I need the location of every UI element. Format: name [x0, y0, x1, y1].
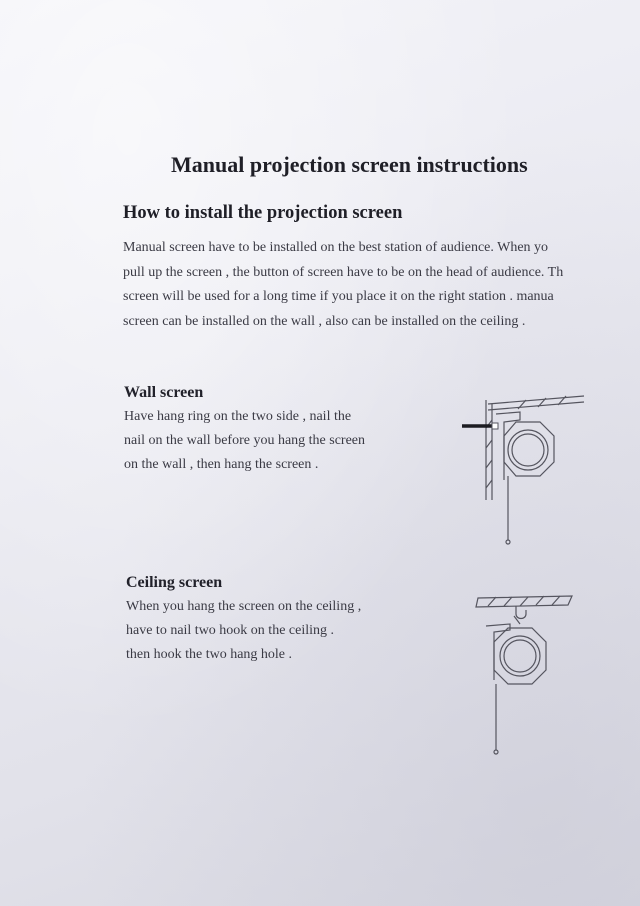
- ceiling-text-line: When you hang the screen on the ceiling ,: [126, 599, 362, 614]
- ceiling-text-line: then hook the two hang hole .: [126, 647, 293, 662]
- wall-screen-heading: Wall screen: [124, 384, 204, 401]
- ceiling-screen-text: [126, 595, 361, 667]
- intro-paragraph: [123, 236, 640, 334]
- ceiling-text-line: have to nail two hook on the ceiling .: [126, 623, 335, 638]
- intro-line: Manual screen have to be installed on the best station of audience. When yo: [123, 240, 549, 255]
- section-title-install: How to install the projection screen: [123, 203, 403, 223]
- document-title: Manual projection screen instructions: [171, 152, 528, 177]
- wall-screen-text: [124, 405, 365, 477]
- intro-line: pull up the screen , the button of screen have to be on the head of audience. Th: [123, 264, 564, 280]
- wall-mount-diagram: [458, 390, 618, 550]
- intro-line: screen can be installed on the wall , also can be installed on the ceiling .: [123, 313, 526, 329]
- wall-text-line: on the wall , then hang the screen .: [124, 457, 319, 472]
- intro-line: screen will be used for a long time if you place it on the right station . manua: [123, 289, 554, 304]
- ceiling-screen-heading: Ceiling screen: [126, 574, 223, 591]
- wall-text-line: Have hang ring on the two side , nail the: [124, 409, 352, 424]
- ceiling-mount-diagram: [474, 590, 584, 770]
- wall-text-line: nail on the wall before you hang the screen: [124, 433, 366, 448]
